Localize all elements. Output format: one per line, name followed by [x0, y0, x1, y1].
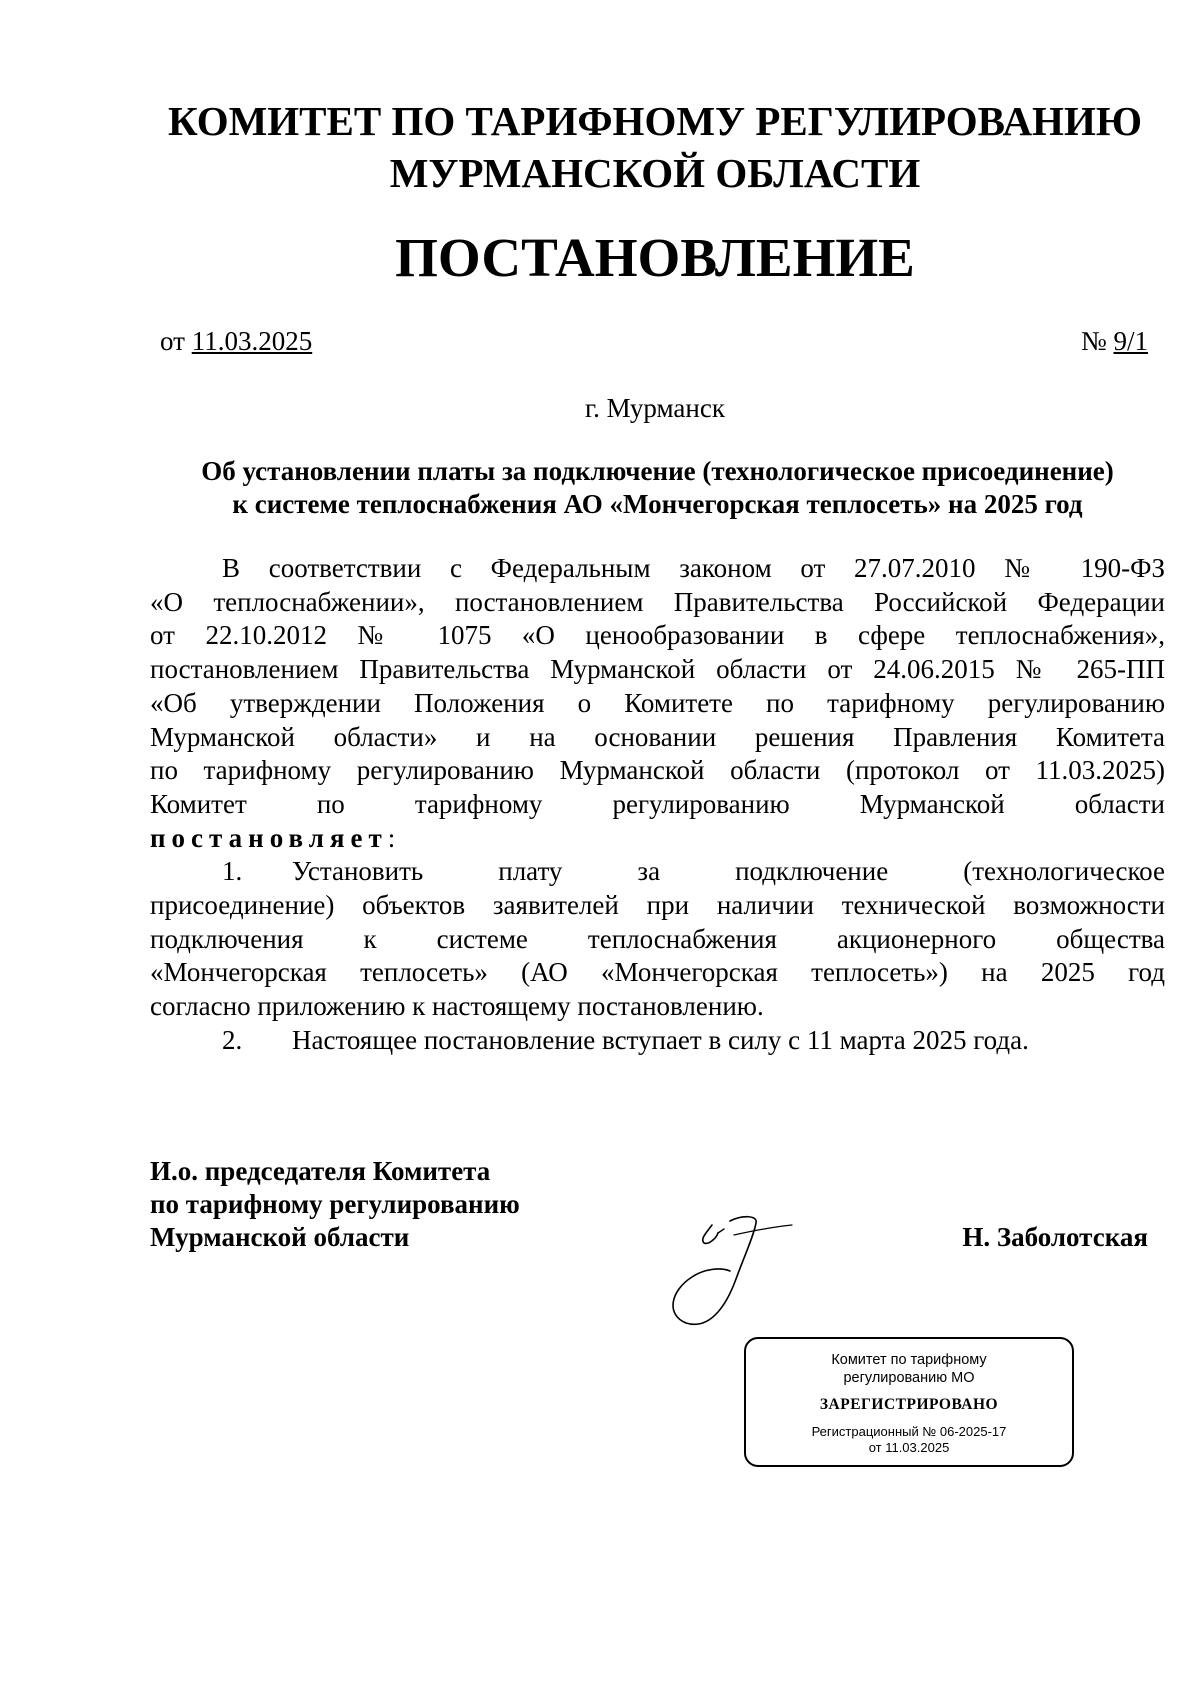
signatory-title-line: Мурманской области: [150, 1222, 410, 1252]
decree-colon: :: [387, 822, 396, 853]
date-prefix: от: [160, 326, 185, 356]
document-body: [150, 552, 1165, 1058]
stamp-organization: [746, 1351, 1072, 1387]
document-number: [1081, 325, 1148, 357]
preamble-line: В соответствии с Федеральным законом от 27.07.2010 № 190-ФЗ: [222, 553, 1165, 583]
organization-name: [0, 95, 1200, 199]
item-1-line: подключения к системе теплоснабжения акционерного общества: [150, 923, 1165, 954]
number-prefix: №: [1080, 326, 1107, 356]
item-1-line: «Мончегорская теплосеть» (АО «Мончегорская теплосеть») на 2025 год: [150, 957, 1165, 988]
document-type: ПОСТАНОВЛЕНИЕ: [395, 227, 915, 288]
registration-stamp: [744, 1337, 1074, 1467]
stamp-reg-number: Регистрационный № 06-2025-17: [811, 1424, 1007, 1439]
stamp-registration: [746, 1424, 1072, 1456]
preamble-line: от 22.10.2012 № 1075 «О ценообразовании в сфере теплоснабжения»,: [150, 620, 1165, 651]
stamp-reg-date: от 11.03.2025: [868, 1440, 950, 1455]
preamble-line: «Об утверждении Положения о Комитете по тарифному регулированию: [150, 687, 1165, 718]
signatory-title-line: по тарифному регулированию: [150, 1189, 520, 1219]
subject-line-2: к системе теплоснабжения АО «Мончегорская теплосеть» на 2025 год: [232, 489, 1083, 519]
item-1-line: Установить плату за подключение (технологическое: [292, 856, 1165, 887]
item-2-line: [150, 1024, 1165, 1058]
item-1-number: 1.: [222, 856, 243, 887]
item-1-line: присоединение) объектов заявителей при наличии технической возможности: [150, 890, 1165, 921]
item-2-text: Настоящее постановление вступает в силу с 11 марта 2025 года.: [292, 1024, 1029, 1055]
document-subject: [150, 455, 1165, 521]
signatory-title-line: И.о. председателя Комитета: [150, 1156, 491, 1186]
item-1-line: согласно приложению к настоящему постановлению.: [150, 991, 764, 1022]
handwritten-signature: [660, 1195, 795, 1335]
preamble-line: Мурманской области» и на основании решения Правления Комитета: [150, 721, 1165, 752]
preamble-line: по тарифному регулированию Мурманской области (протокол от 11.03.2025): [150, 755, 1165, 786]
item-2-number: 2.: [222, 1024, 243, 1055]
preamble-line: «О теплоснабжении», постановлением Правительства Российской Федерации: [150, 586, 1165, 617]
preamble-line: постановлением Правительства Мурманской области от 24.06.2015 № 265-ПП: [150, 654, 1165, 685]
stamp-status: ЗАРЕГИСТРИРОВАНО: [819, 1396, 999, 1413]
stamp-org-line: Комитет по тарифному: [831, 1352, 987, 1368]
subject-line-1: Об установлении платы за подключение (технологическое присоединение): [201, 456, 1114, 486]
date-value: 11.03.2025: [191, 326, 313, 356]
document-city: г. Мурманск: [585, 393, 725, 423]
signatory-name: Н. Заболотская: [962, 1222, 1148, 1252]
signatory-title: [150, 1155, 520, 1254]
stamp-org-line: регулированию МО: [843, 1370, 975, 1386]
org-line-2: МУРМАНСКОЙ ОБЛАСТИ: [389, 150, 921, 196]
document-date: [160, 325, 312, 357]
item-1-first-line: [150, 855, 1165, 889]
number-value: 9/1: [1113, 326, 1148, 356]
decree-line: [150, 822, 1165, 856]
decree-word: постановляет: [150, 822, 388, 853]
org-line-1: КОМИТЕТ ПО ТАРИФНОМУ РЕГУЛИРОВАНИЮ: [167, 98, 1142, 144]
preamble-line: Комитет по тарифному регулированию Мурманской области: [150, 788, 1165, 819]
